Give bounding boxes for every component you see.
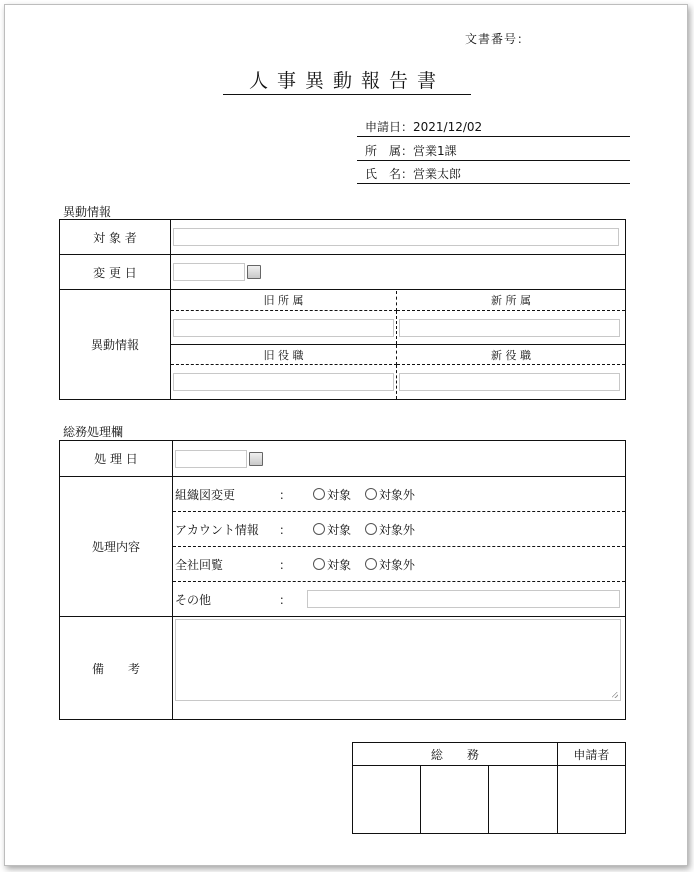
radio-not-target[interactable]: 対象外 (365, 523, 415, 537)
remarks-label: 備 考 (60, 617, 173, 720)
applicant-name-label: 氏 名： (365, 167, 414, 181)
process-item-name: アカウント情報 (175, 523, 259, 537)
page-title: 人事異動報告書 (223, 66, 471, 95)
calendar-icon[interactable] (247, 265, 261, 279)
radio-not-target[interactable]: 対象外 (365, 488, 415, 502)
target-person-input[interactable] (173, 228, 619, 246)
radio-icon (365, 558, 377, 570)
stamp-cell (353, 766, 421, 834)
other-label: その他 (175, 593, 212, 607)
department-row (357, 142, 630, 161)
stamp-cell (557, 766, 625, 834)
department-label: 所 属： (365, 144, 414, 158)
process-item-other: その他 ： (173, 582, 625, 616)
new-dept-header: 新 所 属 (397, 291, 626, 311)
doc-number-label: 文書番号： (465, 32, 531, 46)
change-date-label: 変 更 日 (60, 255, 171, 290)
process-content-label: 処理内容 (60, 477, 173, 617)
new-dept-input[interactable] (399, 319, 620, 337)
transfer-info-grid (171, 291, 625, 399)
new-position-header: 新 役 職 (397, 345, 626, 365)
application-date-row (357, 118, 630, 137)
old-dept-header: 旧 所 属 (171, 291, 397, 311)
application-date-value: 2021/12/02 (413, 120, 483, 134)
process-item-org-chart: 組織図変更 ： 対象 対象外 (173, 477, 625, 512)
old-position-input[interactable] (173, 373, 394, 391)
new-position-input[interactable] (399, 373, 620, 391)
stamp-cell (421, 766, 489, 834)
old-position-header: 旧 役 職 (171, 345, 397, 365)
process-item-circulation: 全社回覧 ： 対象 対象外 (173, 547, 625, 582)
radio-icon (365, 488, 377, 500)
process-date-label: 処 理 日 (60, 441, 173, 477)
approval-stamp-table (352, 742, 626, 834)
radio-target[interactable]: 対象 (313, 523, 351, 537)
document-page (4, 4, 688, 866)
department-value: 営業1課 (413, 144, 457, 158)
applicant-name-row (357, 165, 630, 184)
radio-not-target[interactable]: 対象外 (365, 558, 415, 572)
target-person-label: 対 象 者 (60, 220, 171, 255)
old-dept-input[interactable] (173, 319, 394, 337)
radio-target[interactable]: 対象 (313, 558, 351, 572)
radio-icon (313, 523, 325, 535)
admin-section-title: 総務処理欄 (63, 425, 124, 439)
calendar-icon[interactable] (249, 452, 263, 466)
application-date-label: 申請日： (365, 120, 414, 134)
process-item-name: 組織図変更 (175, 488, 236, 502)
resize-grip-icon[interactable] (612, 692, 618, 698)
admin-table (59, 440, 626, 720)
transfer-section-title: 異動情報 (63, 205, 112, 219)
process-item-name: 全社回覧 (175, 558, 224, 572)
radio-target[interactable]: 対象 (313, 488, 351, 502)
other-input[interactable] (307, 590, 620, 608)
transfer-info-label: 異動情報 (60, 290, 171, 400)
soumu-header: 総 務 (353, 743, 558, 766)
process-item-account: アカウント情報 ： 対象 対象外 (173, 512, 625, 547)
applicant-name-value: 営業太郎 (413, 167, 462, 181)
process-date-input[interactable] (175, 450, 247, 468)
applicant-header: 申請者 (557, 743, 625, 766)
change-date-input[interactable] (173, 263, 245, 281)
radio-icon (313, 558, 325, 570)
transfer-table (59, 219, 626, 400)
remarks-textarea[interactable] (175, 619, 621, 701)
radio-icon (365, 523, 377, 535)
stamp-cell (489, 766, 557, 834)
radio-icon (313, 488, 325, 500)
